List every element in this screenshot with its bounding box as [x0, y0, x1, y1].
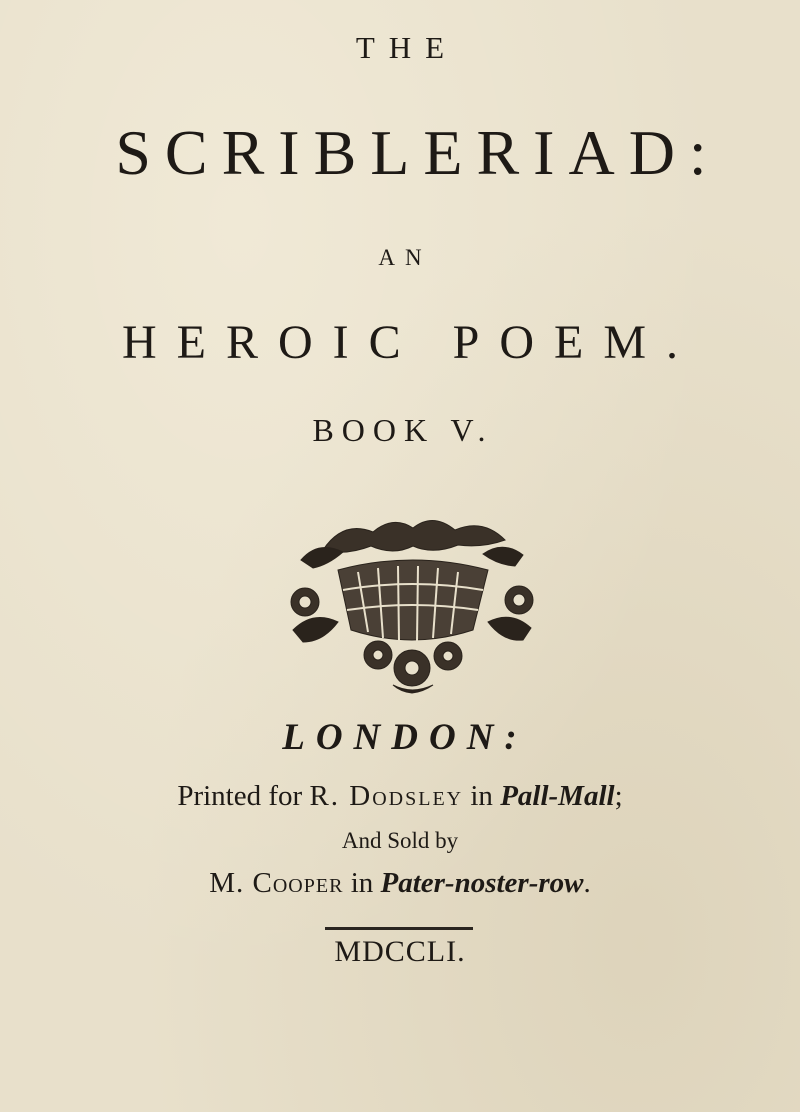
imprint-printer-line	[0, 780, 800, 813]
seller-place: Pater-noster-row	[380, 867, 584, 899]
line-the: THE	[355, 30, 459, 65]
printed-prefix: Printed for	[177, 780, 303, 812]
seller-in: in	[350, 867, 374, 899]
imprint-place: LONDON:	[282, 717, 528, 758]
book-subtitle: HEROIC POEM.	[121, 316, 699, 369]
divider-rule	[325, 927, 473, 930]
sold-by: And Sold by	[341, 828, 459, 853]
book-title: SCRIBLERIAD:	[115, 117, 721, 188]
printed-punct: ;	[614, 780, 623, 812]
seller-name: M. Cooper	[209, 867, 344, 899]
imprint-date: MDCCLI.	[334, 935, 466, 968]
imprint-seller-line	[0, 867, 800, 900]
printer-place: Pall-Mall	[500, 780, 615, 812]
printer-name: R. Dodsley	[309, 780, 464, 812]
line-an: AN	[378, 245, 432, 270]
seller-punct: .	[583, 867, 591, 899]
printed-in: in	[470, 780, 493, 812]
book-number: BOOK V.	[312, 412, 494, 448]
floral-basket-ornament-icon	[283, 510, 541, 695]
